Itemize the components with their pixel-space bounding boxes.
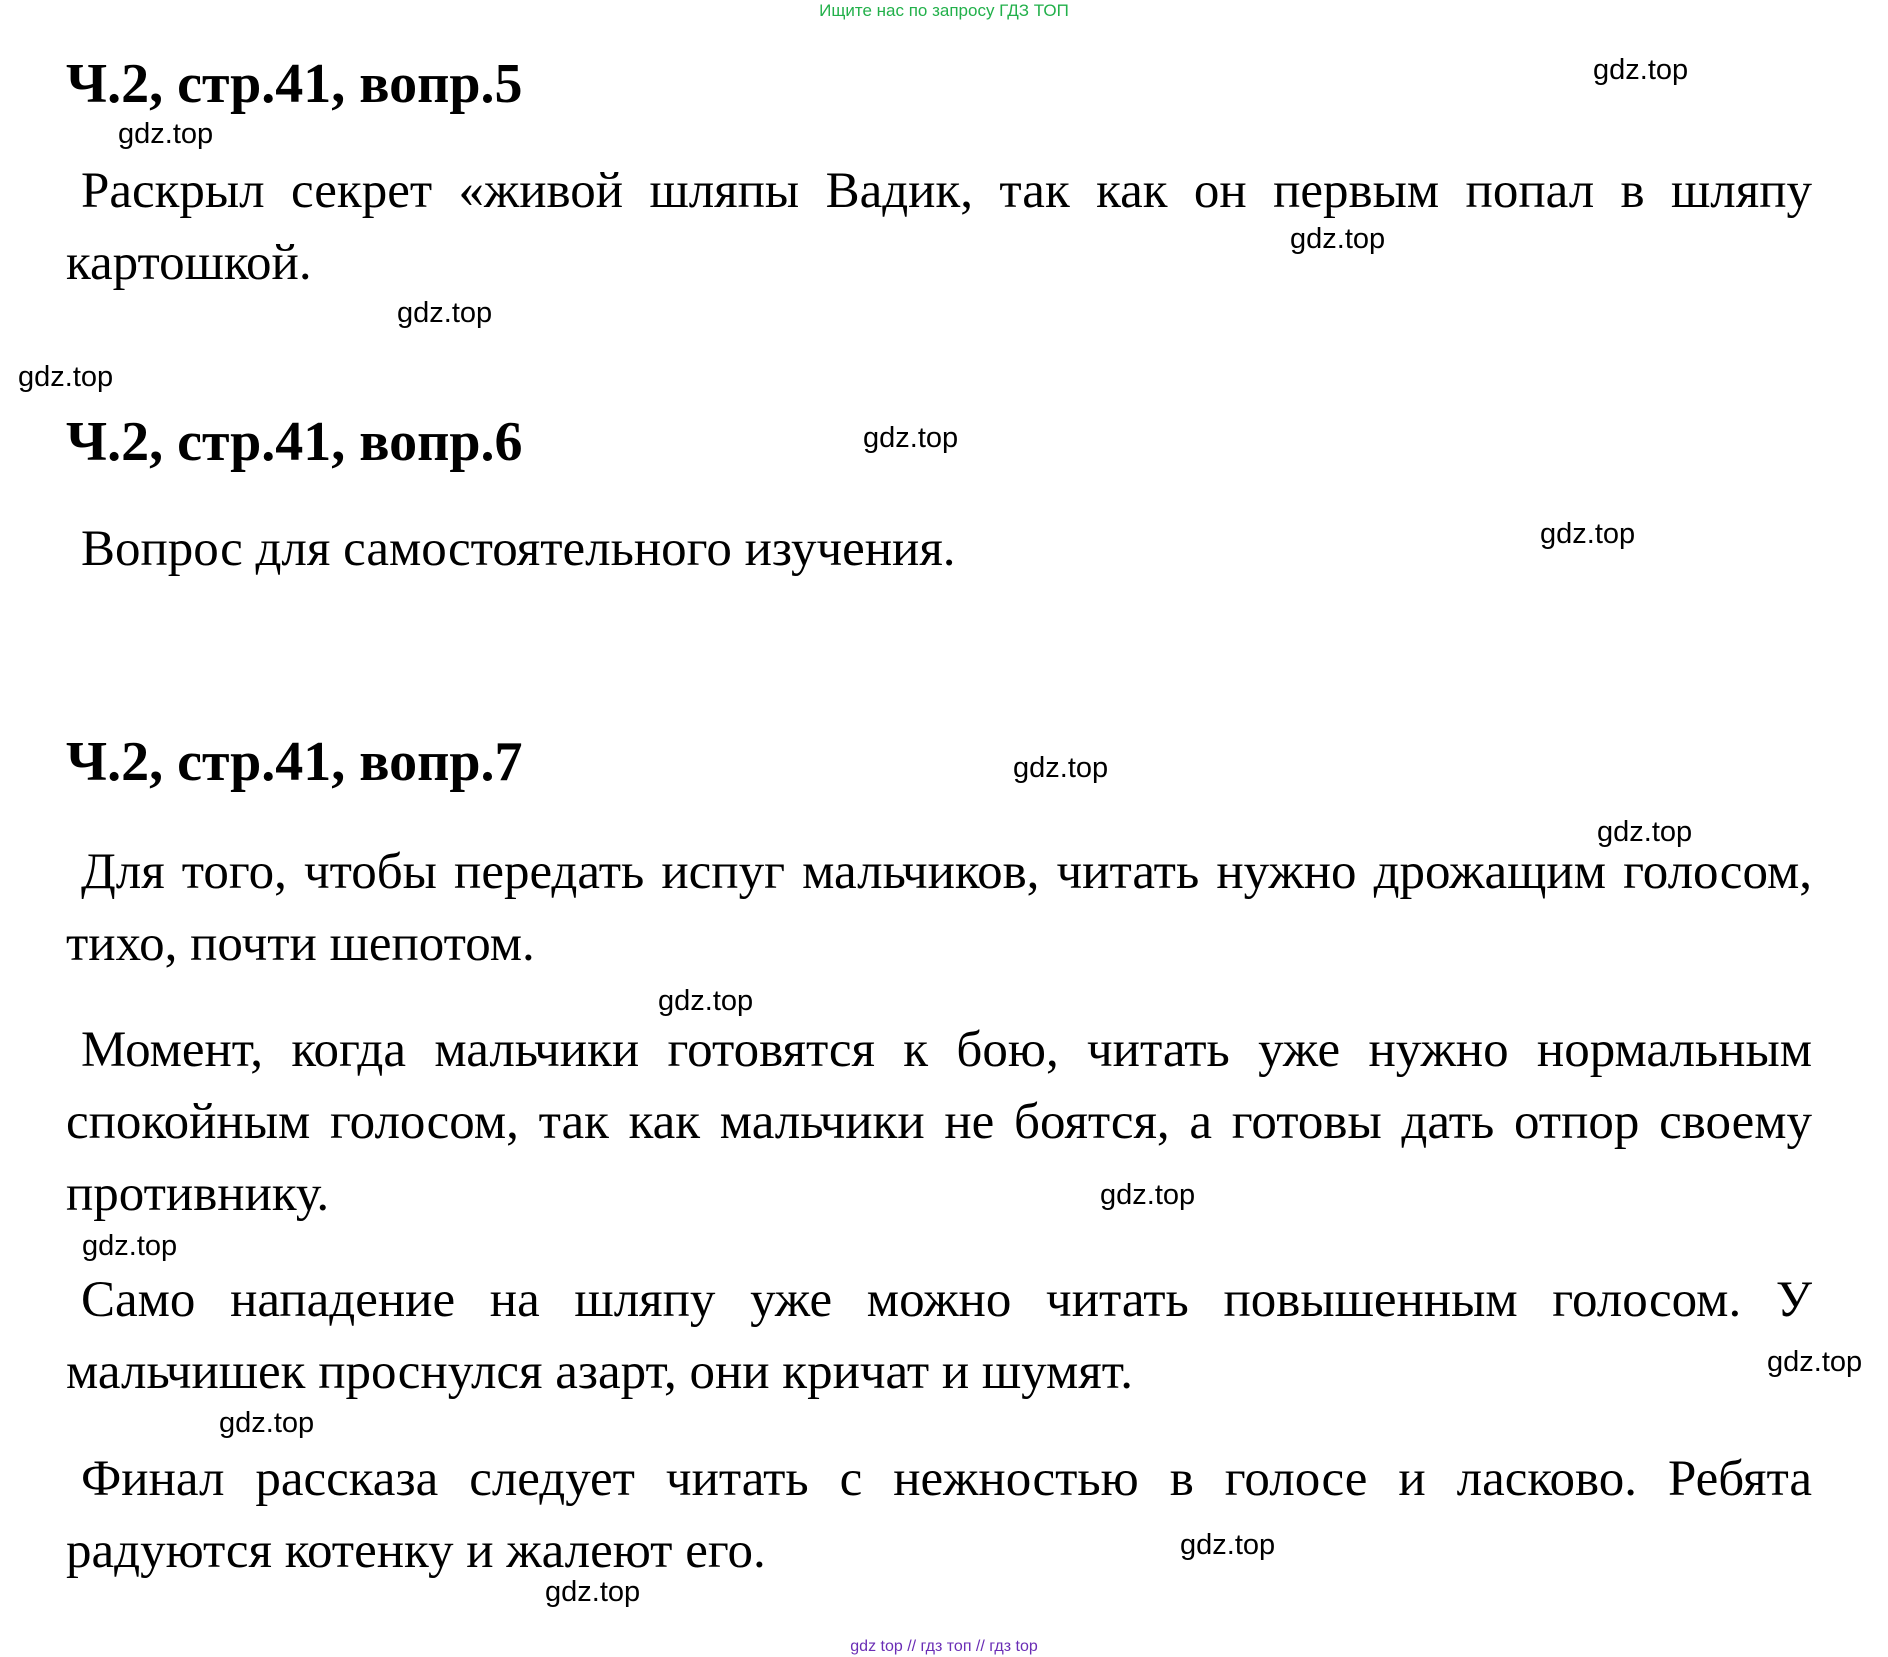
watermark: gdz.top xyxy=(1767,1346,1863,1378)
watermark: gdz.top xyxy=(1540,518,1636,550)
section-5-heading: Ч.2, стр.41, вопр.5 xyxy=(66,53,523,115)
watermark: gdz.top xyxy=(1013,752,1109,784)
watermark: gdz.top xyxy=(1593,54,1689,86)
section-6-paragraph: Вопрос для самостоятельного изучения. xyxy=(81,521,956,577)
watermark: gdz.top xyxy=(863,422,959,454)
section-7-paragraph-2: Момент, когда мальчики готовятся к бою, читать уже нужно нормальным спокойным голосом, так как мальчики не боятся, а готовы дать отпор своему противнику. xyxy=(66,1022,1812,1222)
section-5-paragraph: Раскрыл секрет «живой шляпы Вадик, так как он первым попал в шляпу картошкой. xyxy=(66,163,1812,291)
watermark: gdz.top xyxy=(1180,1529,1276,1561)
section-7-heading: Ч.2, стр.41, вопр.7 xyxy=(66,731,523,793)
watermark: gdz.top xyxy=(18,361,114,393)
section-7-paragraph-3: Само нападение на шляпу уже можно читать повышенным голосом. У мальчишек проснулся азарт, они кричат и шумят. xyxy=(66,1272,1812,1400)
watermark: gdz.top xyxy=(1597,816,1693,848)
watermark: gdz.top xyxy=(1100,1179,1196,1211)
section-6-heading: Ч.2, стр.41, вопр.6 xyxy=(66,411,523,473)
watermark: gdz.top xyxy=(219,1407,315,1439)
section-7-paragraph-1: Для того, чтобы передать испуг мальчиков, читать нужно дрожащим голосом, тихо, почти шепотом. xyxy=(66,844,1812,972)
top-banner[interactable]: Ищите нас по запросу ГДЗ ТОП xyxy=(819,1,1069,20)
watermark: gdz.top xyxy=(1290,223,1386,255)
watermark: gdz.top xyxy=(397,297,493,329)
footer-links[interactable]: gdz top // гдз топ // гдз top xyxy=(850,1638,1038,1655)
watermark: gdz.top xyxy=(545,1576,641,1608)
section-7-paragraph-4: Финал рассказа следует читать с нежностью в голосе и ласково. Ребята радуются котенку и жалеют его. xyxy=(66,1451,1812,1579)
watermark: gdz.top xyxy=(658,985,754,1017)
watermark: gdz.top xyxy=(118,118,214,150)
watermark: gdz.top xyxy=(82,1230,178,1262)
